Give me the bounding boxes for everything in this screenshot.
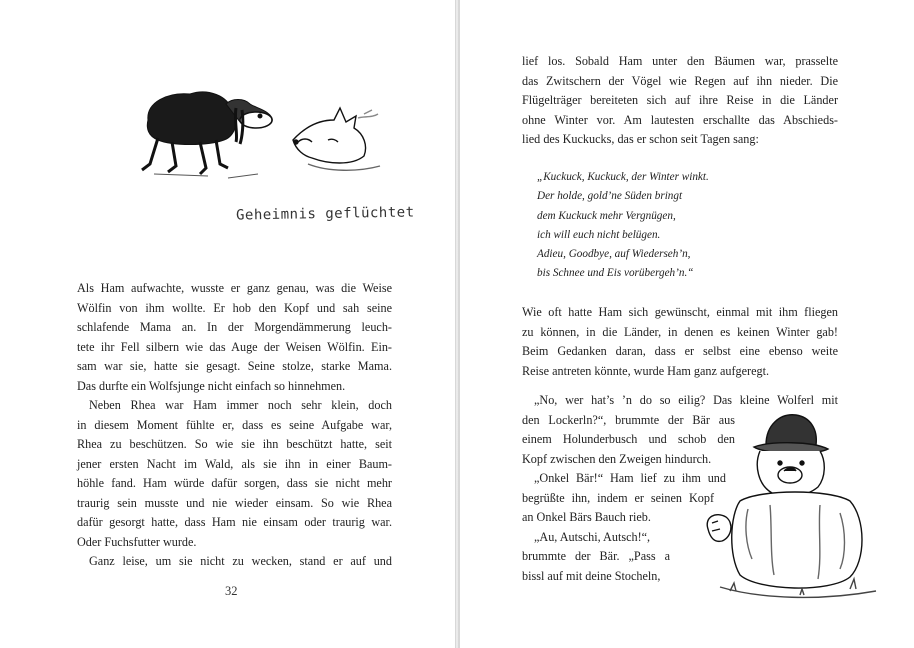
bear-drawing <box>707 415 876 598</box>
text-line: ohne Winter vor. Am lautesten erschallte das Abschieds- <box>522 112 838 127</box>
text-line: den Lockerln?“, brummte der Bär aus <box>522 412 735 427</box>
text-line: dafür gesorgt hatte, dass Ham nie einsam oder traurig war. <box>77 515 392 529</box>
text-line: „No, wer hat’s ’n do so eilig? Das kleine Wolferl mit <box>534 393 838 407</box>
text-line: Oder Fuchsfutter wurde. <box>77 534 197 549</box>
verse-line: Der holde, gold’ne Süden bringt <box>537 190 683 203</box>
sheep-drawing <box>142 92 272 178</box>
text-line: Neben Rhea war Ham immer noch sehr klein, doch <box>89 398 392 412</box>
left-page <box>0 0 456 648</box>
verse-line: bis Schnee und Eis vorübergeh’n.“ <box>537 267 694 280</box>
text-line: zu können, in die Länder, in denen es keinen Winter gab! <box>522 324 838 339</box>
text-line: bissl auf mit deine Stocheln, <box>522 568 661 583</box>
text-line: Reise antreten könnte, wurde Ham ganz aufgeregt. <box>522 363 770 378</box>
text-line: lief los. Sobald Ham unter den Bäumen war, prasselte <box>522 54 838 68</box>
cuckoo-verse <box>537 168 807 284</box>
text-line: Wie oft hatte Ham sich gewünscht, einmal mit ihm fliegen <box>522 305 838 319</box>
text-line: Wölfin von ihm wollte. Er hob den Kopf und sah seine <box>77 300 392 315</box>
text-line: sam war sie, hatte sie gesagt. Seine stolze, starke Mama. <box>77 359 392 373</box>
text-line: das Zwitschern der Vögel wie Regen auf ihn nieder. Die <box>522 73 838 88</box>
page-number: 32 <box>225 584 238 598</box>
text-line: begrüßte ihn, indem er seinen Kopf <box>522 490 714 505</box>
text-line: Kopf zwischen den Zweigen hindurch. <box>522 451 712 466</box>
text-line: brummte der Bär. „Pass a <box>522 549 670 563</box>
verse-line: dem Kuckuck mehr Vergnügen, <box>537 209 676 222</box>
text-line: Ganz leise, um sie nicht zu wecken, stand er auf und <box>89 554 392 568</box>
verse-line: Adieu, Goodbye, auf Wiederseh’n, <box>537 248 691 261</box>
chapter-title: Geheimnis geflüchtet <box>235 204 415 224</box>
text-line: in diesem Moment fühlte er, dass es seine Aufgabe war, <box>77 417 392 432</box>
right-mid-text <box>522 303 838 381</box>
sheep-and-wolf-illustration <box>128 80 388 190</box>
text-line: Flügelträger bereiteten sich auf ihre Reise in die Länder <box>522 93 838 107</box>
text-line: Rhea zu beschützen. So wie sie ihn beschützt hatte, seit <box>77 437 392 451</box>
text-line: Beim Gedanken daran, dass er selbst eine ebenso weite <box>522 344 838 358</box>
bear-with-hat-illustration <box>700 405 890 605</box>
right-top-text <box>522 52 838 150</box>
text-line: Als Ham aufwachte, wusste er ganz genau, was die Weise <box>77 281 392 295</box>
text-line: „Au, Autschi, Autsch!“, <box>534 529 651 544</box>
wolf-drawing <box>293 108 380 170</box>
verse-line: „Kuckuck, Kuckuck, der Winter winkt. <box>537 171 709 183</box>
text-line: traurig sein musste und nie wieder einsam. So wie Rhea <box>77 495 392 510</box>
verse-line: ich will euch nicht belügen. <box>537 228 661 241</box>
text-line: einem Holunderbusch und schob den <box>522 432 735 446</box>
text-line: höhle fand. Ham würde dafür sorgen, dass sie nicht mehr <box>77 476 392 490</box>
text-line: schlafende Mama an. In der Morgendämmerung leuch- <box>77 320 392 334</box>
text-line: tete ihr Fell silbern wie das Auge der Weisen Wölfin. Ein- <box>77 339 392 354</box>
text-line: lied des Kuckucks, das er schon seit Tagen sang: <box>522 132 759 146</box>
left-body-text <box>77 279 392 572</box>
text-line: „Onkel Bär!“ Ham lief zu ihm und <box>534 471 726 485</box>
text-line: jener ersten Nacht im Wald, als sie ihn in einer Baum- <box>77 456 392 471</box>
text-line: Das durfte ein Wolfsjunge nicht einfach so hinnehmen. <box>77 378 346 393</box>
text-line: an Onkel Bärs Bauch rieb. <box>522 510 651 524</box>
